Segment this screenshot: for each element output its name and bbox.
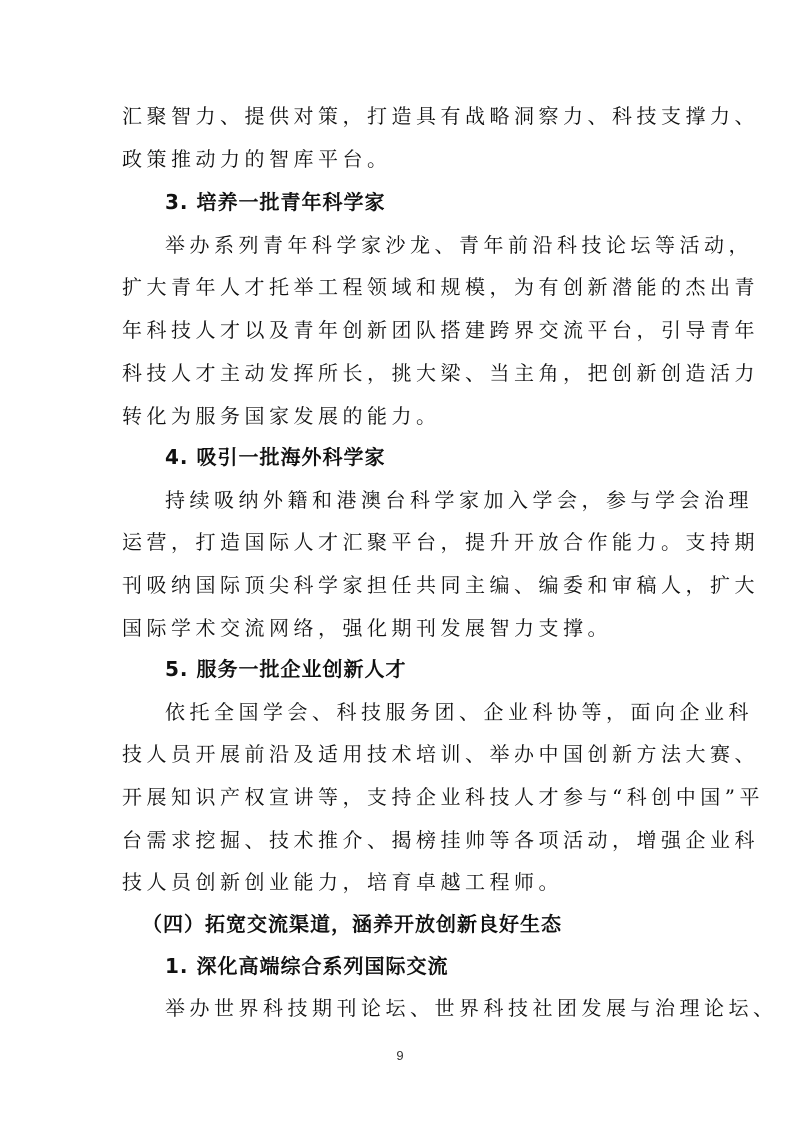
paragraph-line: 举办世界科技期刊论坛、世界科技社团发展与治理论坛、 <box>165 996 778 1020</box>
page-number: 9 <box>396 1048 404 1063</box>
section-heading-four-1: 1. 深化高端综合系列国际交流 <box>165 954 449 978</box>
paragraph-line: 科技人才主动发挥所长，挑大梁、当主角，把创新创造活力 <box>122 361 759 385</box>
paragraph-line: 开展知识产权宣讲等，支持企业科技人才参与“科创中国”平 <box>122 785 764 809</box>
paragraph-line: 技人员开展前沿及适用技术培训、举办中国创新方法大赛、 <box>122 742 759 766</box>
paragraph-line: 转化为服务国家发展的能力。 <box>122 404 441 428</box>
paragraph-line: 运营，打造国际人才汇聚平台，提升开放合作能力。支持期 <box>122 530 759 554</box>
paragraph-line: 技人员创新创业能力，培育卓越工程师。 <box>122 870 563 894</box>
paragraph-line: 举办系列青年科学家沙龙、青年前沿科技论坛等活动， <box>165 233 753 257</box>
paragraph-line: 政策推动力的智库平台。 <box>122 147 392 171</box>
section-heading-5: 5. 服务一批企业创新人才 <box>165 657 407 681</box>
paragraph-line: 刊吸纳国际顶尖科学家担任共同主编、编委和审稿人，扩大 <box>122 573 759 597</box>
section-heading-3: 3. 培养一批青年科学家 <box>165 190 386 214</box>
paragraph-line: 年科技人才以及青年创新团队搭建跨界交流平台，引导青年 <box>122 318 759 342</box>
section-heading-4: 4. 吸引一批海外科学家 <box>165 445 386 469</box>
paragraph-line: 扩大青年人才托举工程领域和规模，为有创新潜能的杰出青 <box>122 275 759 299</box>
paragraph-line: 台需求挖掘、技术推介、揭榜挂帅等各项活动，增强企业科 <box>122 828 759 852</box>
paragraph-line: 汇聚智力、提供对策，打造具有战略洞察力、科技支撑力、 <box>122 104 759 128</box>
section-heading-four: （四）拓宽交流渠道，涵养开放创新良好生态 <box>142 912 562 936</box>
paragraph-line: 持续吸纳外籍和港澳台科学家加入学会，参与学会治理 <box>165 488 753 512</box>
paragraph-line: 国际学术交流网络，强化期刊发展智力支撑。 <box>122 616 612 640</box>
paragraph-line: 依托全国学会、科技服务团、企业科协等，面向企业科 <box>165 700 753 724</box>
